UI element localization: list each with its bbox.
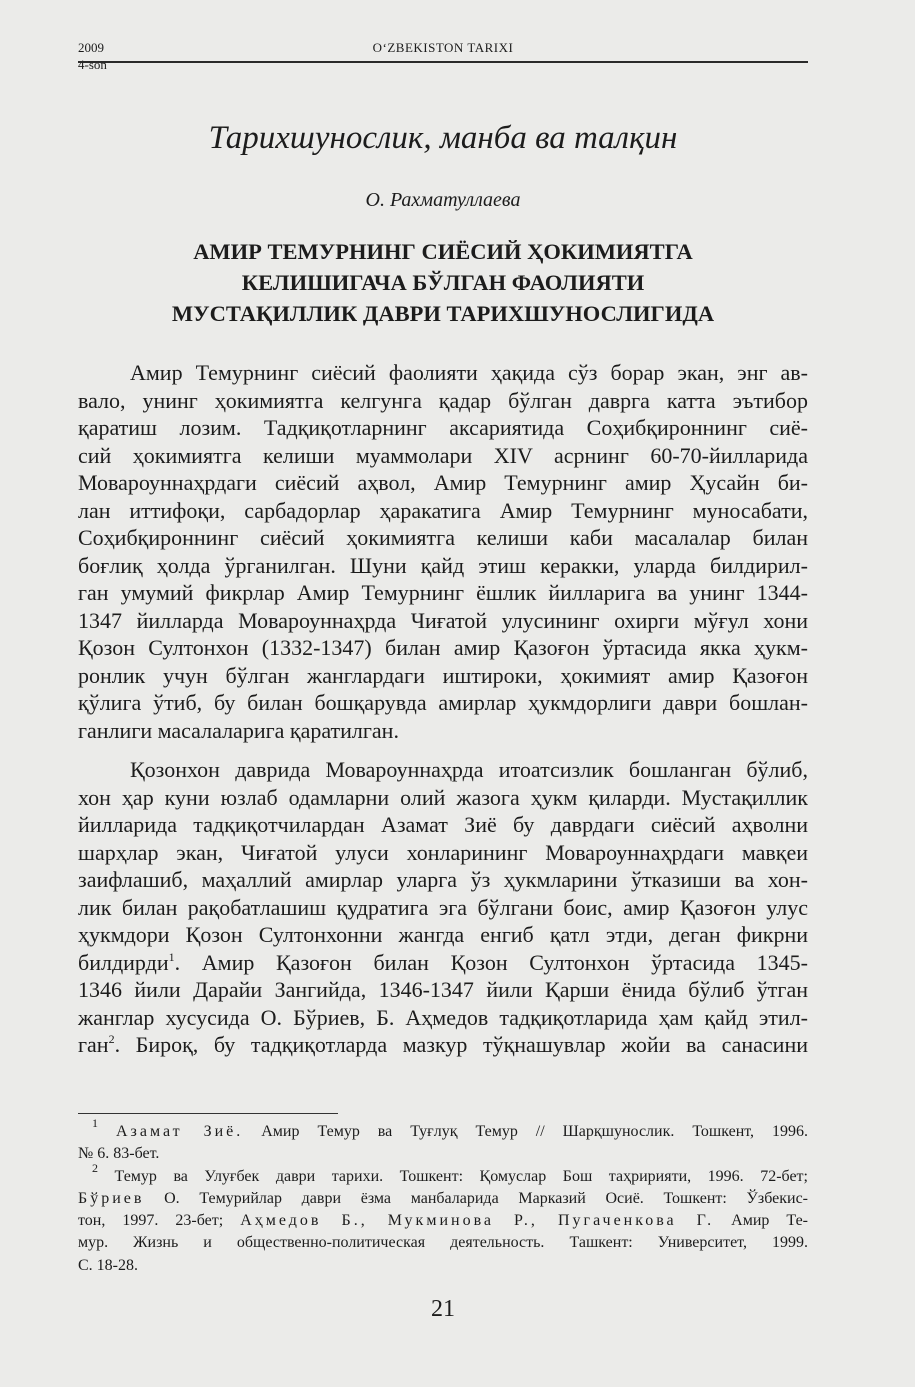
footnote-ref-2[interactable]: 2 (108, 1032, 115, 1046)
footnote-line: С. 18-28. (78, 1256, 138, 1274)
text-line: хон ҳар куни юзлаб одамларни олий жазога ҳукм қиларди. Мустақиллик (78, 784, 808, 810)
text-line: лик билан рақобатлашиш қудратига эга бўлгани боис, амир Қазоғон улус (78, 894, 808, 920)
footnote-1: $^1$ Азамат Зиё. Амир Темур ва Туғлуқ Темур // Шарқшунослик. Тошкент, 1996. № 6. 83-бет. (78, 1121, 808, 1166)
text-line: заифлашиб, маҳаллий амирлар уларга ўз ҳукмларини ўтказиши ва хон- (78, 867, 808, 892)
title-line: АМИР ТЕМУРНИНГ СИЁСИЙ ҲОКИМИЯТГА (193, 239, 693, 264)
text-line: қўлига ўтиб, бу билан бошқарувда амирлар ҳукмдорлиги даври бошлан- (78, 690, 808, 715)
footnote-rule (78, 1113, 338, 1114)
article-body (78, 359, 808, 1059)
text-line: сий ҳокимиятга келиши муаммолари XIV асрнинг 60-70-йилларида (78, 442, 808, 468)
text-line: ган$^2$. Бироқ, бу тадқиқотларда мазкур тўқнашувлар жойи ва санасини (78, 1032, 808, 1057)
header-year: 2009 (78, 40, 104, 55)
header-issue: 4-son (78, 57, 107, 72)
text-line: 1346 йили Дарайи Зангийда, 1346-1347 йили Қарши ёнида бўлиб ўтган (78, 977, 808, 1002)
text-line: қаратиш лозим. Тадқиқотларнинг аксариятида Соҳибқироннинг сиё- (78, 415, 808, 440)
footnotes (78, 1116, 809, 1277)
header-rule (78, 61, 808, 63)
text-line: ган умумий фикрлар Амир Темурнинг ёшлик йилларига ва унинг 1344- (78, 580, 808, 605)
title-line: КЕЛИШИГАЧА БЎЛГАН ФАОЛИЯТИ (241, 270, 645, 295)
section-title: Тарихшунослик, манба ва талқин (208, 120, 678, 156)
text-line: боғлиқ ҳолда ўрганилган. Шуни қайд этиш керакки, уларда билдирил- (78, 552, 808, 578)
text-line: Қозонхон даврида Мовароуннаҳрда итоатсизлик бошланган бўлиб, (130, 757, 808, 782)
page-number: 21 (431, 1296, 455, 1322)
paragraph-2 (78, 756, 808, 1059)
text-line: Соҳибқироннинг сиёсий ҳокимиятга келиши каби масалалар билан (78, 525, 808, 550)
footnote-author: Бўриев (78, 1189, 145, 1207)
footnote-line: № 6. 83-бет. (78, 1145, 160, 1163)
footnote-ref-1[interactable]: 1 (168, 949, 175, 964)
footnote-number: 2 (92, 1160, 98, 1175)
footnote-line: мур. Жизнь и общественно-политическая деятельность. Ташкент: Университет, 1999. (78, 1234, 808, 1252)
text-line: шарҳлар экан, Чиғатой улуси хонларининг Мовароуннаҳрдаги мавқеи (78, 839, 808, 865)
text-line: вало, унинг ҳокимиятга келгунга қадар бўлган даврга катта эътибор (78, 387, 808, 413)
text-line: Қозон Султонхон (1332-1347) билан амир Қазоғон ўртасида якка ҳукм- (78, 635, 808, 660)
text-line: йилларида тадқиқотчилардан Азамат Зиё бу даврдаги сиёсий аҳволни (78, 812, 808, 837)
footnote-author: Аҳмедов Б., Мукминова Р., Пугаченкова Г. (240, 1212, 715, 1230)
article-author: О. Рахматуллаева (365, 189, 521, 211)
title-line: МУСТАҚИЛЛИК ДАВРИ ТАРИХШУНОСЛИГИДА (171, 301, 715, 326)
footnote-author: Азамат Зиё. (115, 1123, 244, 1140)
text-line: Амир Темурнинг сиёсий фаолияти ҳақида сўз борар экан, энг ав- (130, 360, 808, 385)
text-line: Мовароуннаҳрдаги сиёсий аҳвол, Амир Темурнинг амир Ҳусайн би- (78, 470, 808, 495)
text-line: ганлиги масалаларига қаратилган. (78, 717, 399, 743)
footnote-number: 1 (92, 1116, 98, 1130)
text-line: 1347 йилларда Мовароуннаҳрда Чиғатой улусининг охирги мўғул хони (78, 607, 808, 633)
footnote-2: $^2$ Темур ва Улуғбек даври тарихи. Тошкент: Қомуслар Бош таҳририяти, 1996. 72-бет; Бўриев О. Темурийлар даври ёзма манбаларида Марказий Осиё. Тошкент: Ўзбекис- тон, 1997. 23-бет; Аҳмедов Б., Мукминова Р., Пугаченкова Г. Амир Те- мур. Жизнь и общественно-политическая деятельность. Ташкент: Университет, 1999. С. 18-28. (78, 1166, 808, 1277)
text-line: жанглар хусусида О. Бўриев, Б. Аҳмедов тадқиқотларида ҳам қайд этил- (78, 1004, 808, 1030)
article-title (78, 236, 808, 329)
paragraph-1 (78, 359, 808, 744)
text-line: лан иттифоқи, сарбадорлар ҳаракатига Амир Темурнинг муносабати, (78, 497, 808, 523)
text-line: билдирди$^1$. Амир Қазоғон билан Қозон Султонхон ўртасида 1345- (78, 949, 808, 975)
text-line: ҳукмдори Қозон Султонхонни жангда енгиб қатл этди, деган фикрни (78, 922, 808, 947)
text-line: ронлик учун бўлган жанглардаги иштироки, ҳокимият амир Қазоғон (78, 662, 808, 688)
header-journal-name: O‘ZBEKISTON TARIXI (372, 40, 514, 55)
